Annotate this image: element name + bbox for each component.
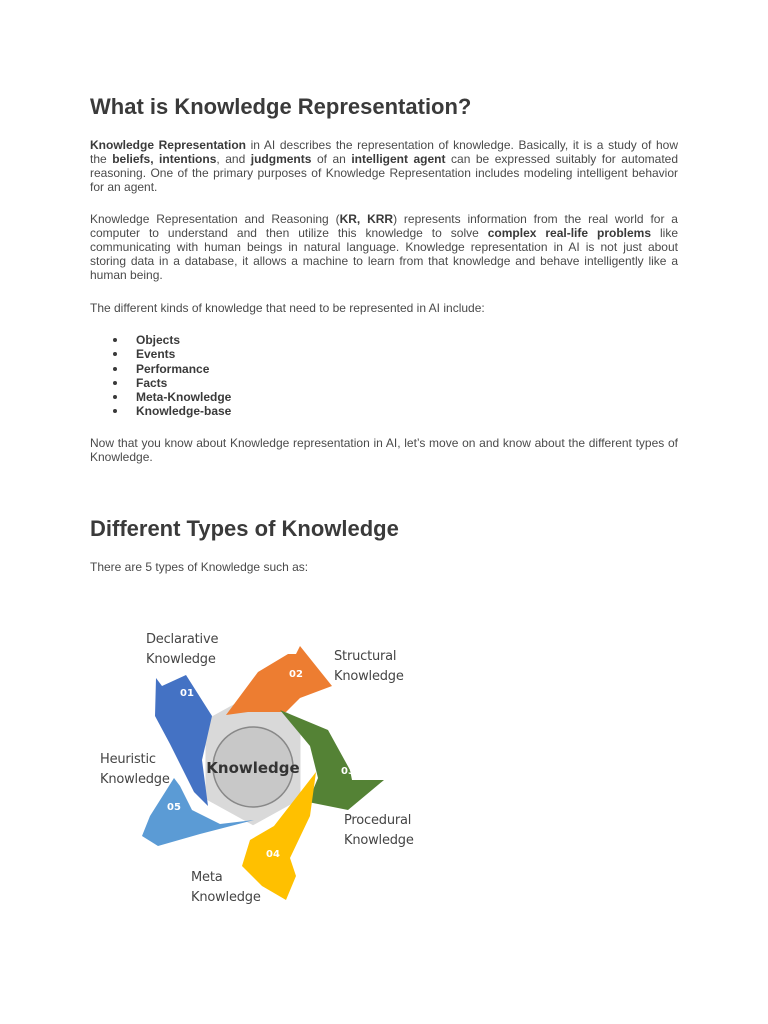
list-item: Objects [112, 333, 231, 347]
list-item: Facts [112, 376, 231, 390]
list-item: Meta-Knowledge [112, 390, 231, 404]
label-meta-knowledge: Meta Knowledge [191, 870, 261, 905]
transition-paragraph: Now that you know about Knowledge representation in AI, let’s move on and know about the different types of Knowledge. [90, 436, 678, 464]
section-title-knowledge-representation: What is Knowledge Representation? [90, 94, 472, 119]
knowledge-kinds-list [112, 333, 231, 419]
label-structural-knowledge: Structural Knowledge [334, 649, 404, 684]
list-item: Knowledge-base [112, 404, 231, 418]
label-procedural-knowledge: Procedural Knowledge [344, 813, 414, 848]
intro-paragraph: Knowledge Representation in AI describes the representation of knowledge. Basically, it is a study of how the beliefs, intentions, and judgments of an intelligent agent can be expressed suitably for automated reasoning. One of the primary purposes of Knowledge Representation includes modeling intelligent behavior for an agent. [90, 138, 679, 194]
label-declarative-knowledge: Declarative Knowledge [146, 632, 219, 667]
segment-01-number: 01 [180, 688, 194, 699]
segment-02-shape [226, 646, 332, 715]
segment-04-number: 04 [266, 849, 280, 860]
segment-03-number: 03 [341, 766, 355, 777]
list-item: Performance [112, 362, 231, 376]
center-label: Knowledge [206, 759, 300, 777]
segment-05-number: 05 [167, 802, 181, 813]
list-item: Events [112, 347, 231, 361]
types-intro-paragraph: There are 5 types of Knowledge such as: [90, 560, 309, 574]
segment-02-number: 02 [289, 669, 303, 680]
kinds-intro-paragraph: The different kinds of knowledge that need to be represented in AI include: [90, 301, 485, 315]
krr-paragraph: Knowledge Representation and Reasoning (KR, KRR) represents information from the real world for a computer to understand and then utilize this knowledge to solve complex real-life problems like communicating with human beings in natural language. Knowledge representation in AI is not just about storing data in a database, it allows a machine to learn from that knowledge and behave intelligently like a human being. [90, 212, 678, 282]
label-heuristic-knowledge: Heuristic Knowledge [100, 752, 170, 787]
knowledge-types-diagram [90, 620, 420, 920]
section-title-types-of-knowledge: Different Types of Knowledge [90, 516, 399, 541]
